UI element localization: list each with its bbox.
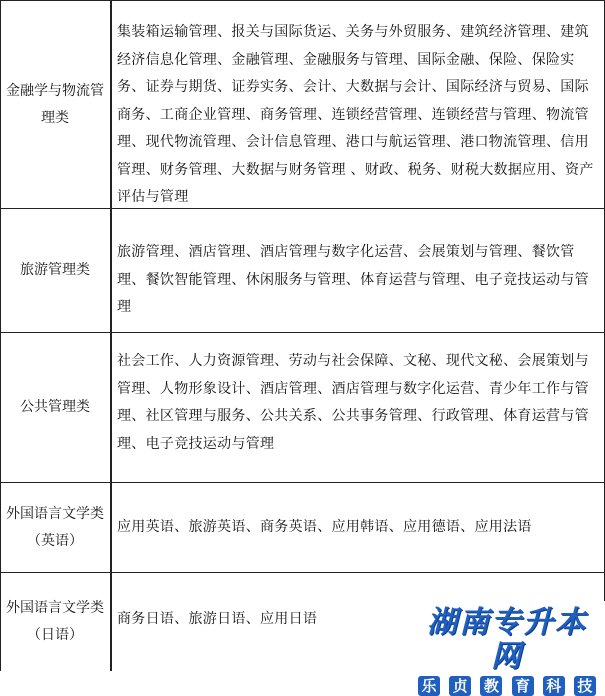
watermark-char: 科 [543, 676, 565, 696]
watermark-char: 教 [480, 676, 502, 696]
category-label: 外国语言文学类 [6, 600, 104, 616]
category-label: （日语） [27, 627, 83, 643]
table-row [0, 483, 605, 573]
majors-cell: 应用英语、旅游英语、商务英语、应用韩语、应用德语、应用法语 [117, 519, 532, 535]
table-row [0, 1, 605, 209]
category-label: 理类 [41, 109, 69, 126]
category-label: 旅游管理类 [20, 262, 90, 278]
category-cell [0, 1, 112, 208]
majors-cell: 社会工作、人力资源管理、劳动与社会保障、文秘、现代文秘、会展策划与管理、人物形象设计、酒店管理、酒店管理与数字化运营、青少年工作与管理、社区管理与服务、公共关系、公共事务管理、行政管理、体育运营与管理、电子竞技运动与管理 [117, 353, 589, 452]
category-label: 外国语言文学类 [6, 505, 104, 522]
category-label: 公共管理类 [20, 399, 90, 415]
watermark-char: 育 [512, 676, 534, 696]
watermark-char: 贞 [449, 676, 471, 696]
category-cell [0, 573, 112, 671]
majors-cell: 商务日语、旅游日语、应用日语 [117, 611, 318, 627]
category-cell [0, 333, 112, 482]
category-cell [0, 209, 112, 332]
category-label: 金融学与物流管 [6, 82, 104, 99]
watermark-char: 乐 [418, 676, 440, 696]
watermark-title: 湖南专升本网 [427, 605, 587, 674]
majors-cell: 旅游管理、酒店管理、酒店管理与数字化运营、会展策划与管理、餐饮管理、餐饮智能管理、休闲服务与管理、体育运营与管理、电子竞技运动与管理 [117, 244, 589, 315]
table-row [0, 333, 605, 483]
category-label: （英语） [27, 532, 83, 549]
site-watermark-logo [412, 605, 602, 695]
category-cell [0, 483, 112, 572]
table-row [0, 209, 605, 333]
watermark-subtitle [412, 676, 602, 696]
watermark-char: 技 [574, 676, 596, 696]
majors-cell: 集装箱运输管理、报关与国际货运、关务与外贸服务、建筑经济管理、建筑经济信息化管理、金融管理、金融服务与管理、国际金融、保险、保险实务、证券与期货、证券实务、会计、大数据与会计、国际经济与贸易、国际商务、工商企业管理、商务管理、连锁经营管理、连锁经营与管理、物流管理、现代物流管理、会计信息管理、港口与航运管理、港口物流管理、信用管理、财务管理、大数据与财务管理 、财政、税务、财税大数据应用、资产评估与管理 [117, 24, 594, 205]
